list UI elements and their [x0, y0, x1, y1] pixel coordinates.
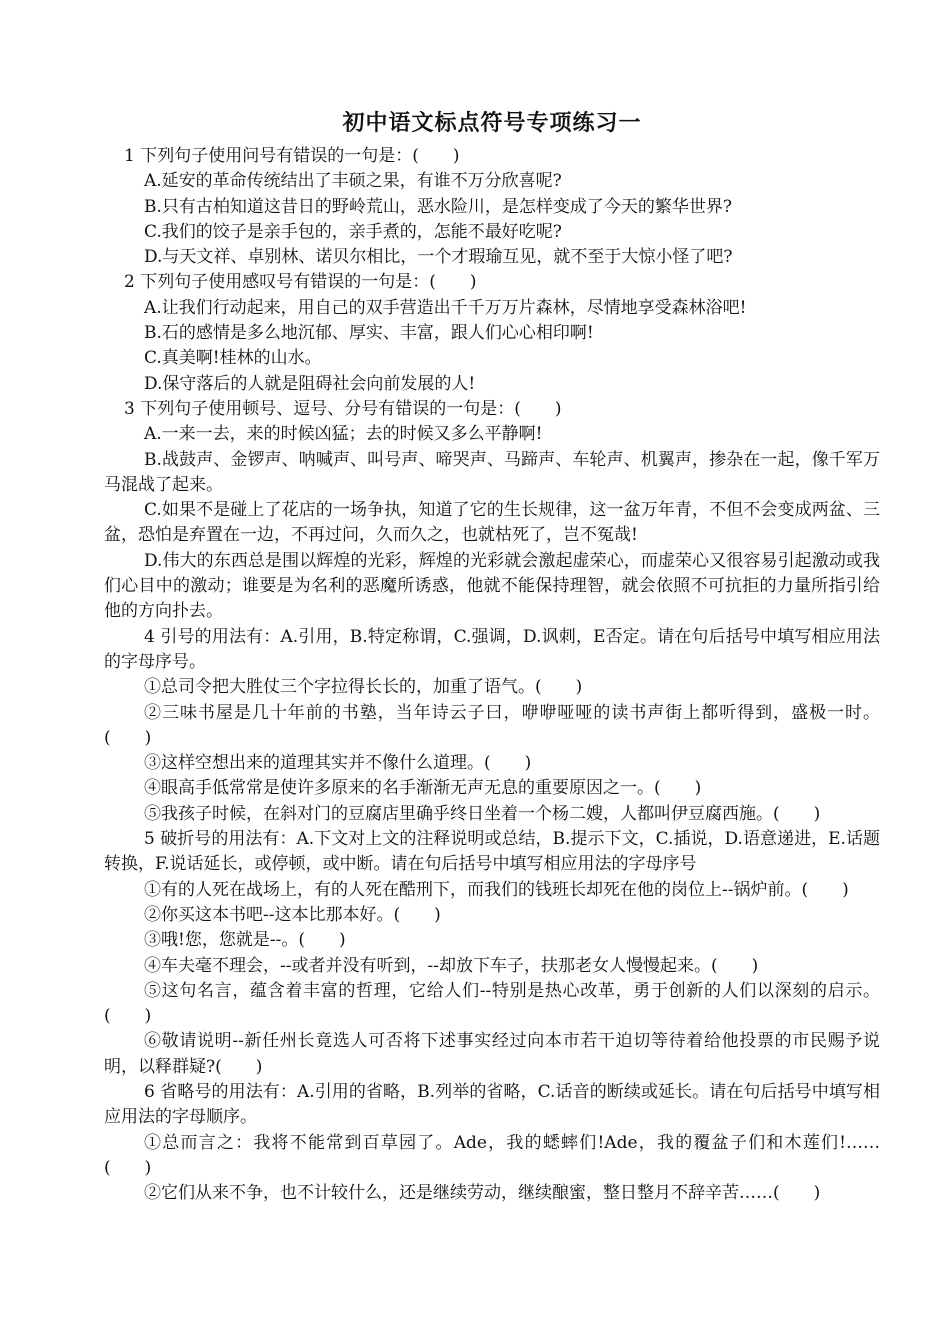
question-2-option-d: D.保守落后的人就是阻碍社会向前发展的人!	[144, 373, 476, 394]
question-3-option-b: B.战鼓声、金锣声、呐喊声、叫号声、啼哭声、马蹄声、车轮声、机翼声，掺杂在一起，像千军万马混战了起来。	[104, 449, 880, 495]
question-3-option-a: A.一来一去，来的时候凶猛；去的时候又多么平静啊!	[144, 424, 543, 445]
question-5-item-5: ⑤这句名言，蕴含着丰富的哲理，它给人们--特别是热心改革，勇于创新的人们以深刻的启示。( )	[104, 980, 880, 1027]
question-5-stem: 5 破折号的用法有：A.下文对上文的注释说明或总结，B.提示下文，C.插说，D.语意递进，E.话题转换，F.说话延长，或停顿，或中断。请在句后括号中填写相应用法的字母序号	[104, 829, 880, 875]
question-4-stem: 4 引号的用法有：A.引用，B.特定称谓，C.强调，D.讽刺，E否定。请在句后括号中填写相应用法的字母序号。	[104, 626, 880, 672]
question-4-item-3: ③这样空想出来的道理其实并不像什么道理。( )	[144, 753, 532, 774]
question-1-option-c: C.我们的饺子是亲手包的，亲手煮的，怎能不最好吃呢?	[144, 221, 562, 242]
question-5-item-2: ②你买这本书吧--这本比那本好。( )	[144, 904, 441, 925]
document-title: 初中语文标点符号专项练习一	[342, 110, 642, 136]
question-3-option-d: D.伟大的东西总是围以辉煌的光彩，辉煌的光彩就会激起虚荣心，而虚荣心又很容易引起激动或我们心目中的激动；谁要是为名利的恶魔所诱惑，他就不能保持理智，就会依照不可抗拒的力量所指引给他的方向扑去。	[104, 550, 880, 622]
question-1-option-b: B.只有古柏知道这昔日的野岭荒山，恶水险川，是怎样变成了今天的繁华世界?	[144, 196, 733, 217]
question-4-item-2: ②三味书屋是几十年前的书塾，当年诗云子曰，咿咿哑哑的读书声街上都听得到，盛极一时。( )	[104, 702, 880, 748]
question-6-item-2: ②它们从来不争，也不计较什么，还是继续劳动，继续酿蜜，整日整月不辞辛苦……( )	[144, 1183, 821, 1204]
question-1-option-d: D.与天文祥、卓别林、诺贝尔相比，一个才瑕瑜互见，就不至于大惊小怪了吧?	[144, 247, 733, 268]
question-5-item-6: ⑥敬请说明--新任州长竟选人可否将下述事实经过向本市若干迫切等待着给他投票的市民赐予说明，以释群疑?( )	[104, 1031, 880, 1077]
question-2-option-a: A.让我们行动起来，用自己的双手营造出千千万万片森林，尽情地享受森林浴吧!	[144, 297, 747, 318]
question-3-option-c: C.如果不是碰上了花店的一场争执，知道了它的生长规律，这一盆万年青，不但不会变成两盆、三盆，恐怕是弃置在一边，不再过问，久而久之，也就枯死了，岂不冤哉!	[104, 500, 880, 546]
question-5-item-3: ③哦!您，您就是--。( )	[144, 930, 346, 951]
question-1-stem: 1 下列句子使用问号有错误的一句是：( )	[124, 146, 460, 166]
question-3-stem: 3 下列句子使用顿号、逗号、分号有错误的一句是：( )	[124, 398, 562, 419]
question-5-item-1: ①有的人死在战场上，有的人死在酷刑下，而我们的钱班长却死在他的岗位上--锅炉前。( )	[144, 879, 849, 900]
question-2-option-c: C.真美啊!桂林的山水。	[144, 348, 322, 369]
document-page	[104, 104, 880, 1206]
question-1-option-a: A.延安的革命传统结出了丰硕之果，有谁不万分欣喜呢?	[144, 171, 562, 192]
question-6-item-1: ①总而言之：我将不能常到百草园了。Ade，我的蟋蟀们!Ade，我的覆盆子们和木莲们!……( )	[104, 1132, 880, 1178]
question-4-item-1: ①总司令把大胜仗三个字拉得长长的，加重了语气。( )	[144, 677, 583, 698]
question-5-item-4: ④车夫毫不理会，--或者并没有听到，--却放下车子，扶那老女人慢慢起来。( )	[144, 955, 759, 976]
question-2-stem: 2 下列句子使用感叹号有错误的一句是：( )	[124, 272, 477, 293]
question-2-option-b: B.石的感情是多么地沉郁、厚实、丰富，跟人们心心相印啊!	[144, 323, 594, 344]
question-4-item-5: ⑤我孩子时候，在斜对门的豆腐店里确乎终日坐着一个杨二嫂，人都叫伊豆腐西施。( )	[144, 803, 821, 824]
question-4-item-4: ④眼高手低常常是使许多原来的名手渐渐无声无息的重要原因之一。( )	[144, 778, 702, 799]
question-6-stem: 6 省略号的用法有：A.引用的省略，B.列举的省略，C.话音的断续或延长。请在句后括号中填写相应用法的字母顺序。	[104, 1081, 880, 1128]
